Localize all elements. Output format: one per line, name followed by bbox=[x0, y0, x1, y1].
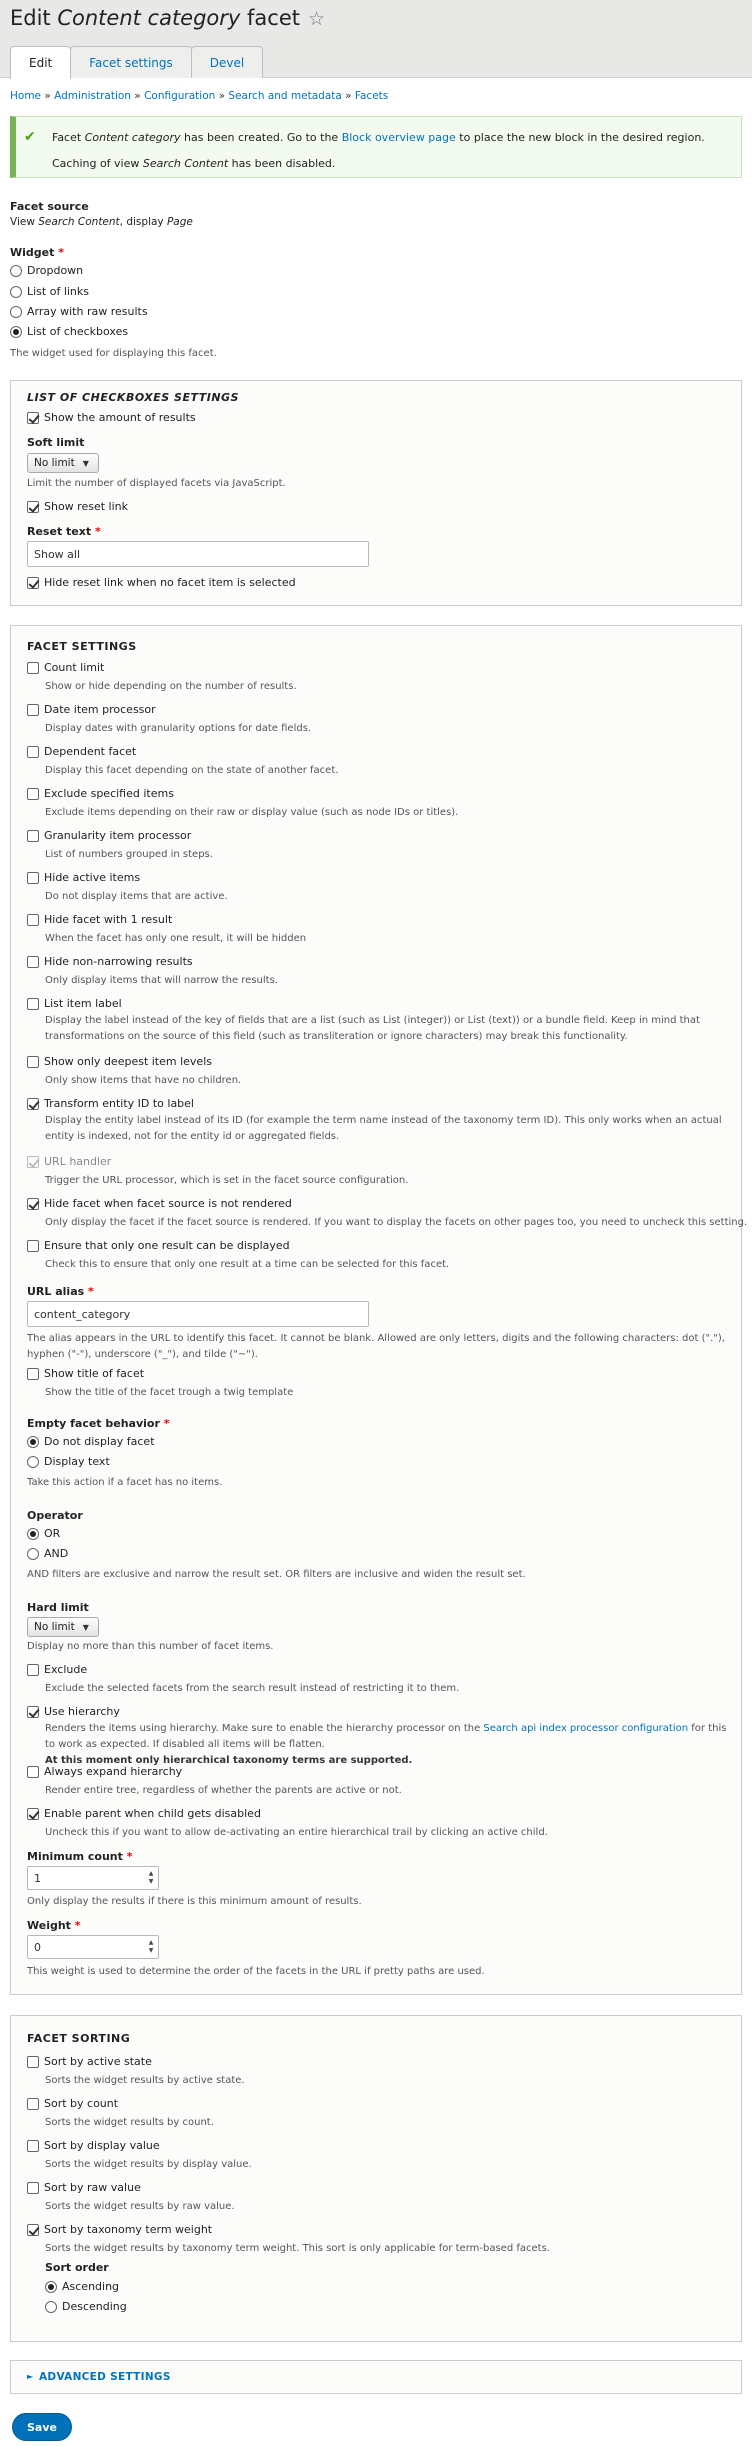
checkbox[interactable] bbox=[27, 1664, 39, 1676]
widget-option-list-of-checkboxes[interactable]: List of checkboxes bbox=[10, 325, 128, 338]
checkbox[interactable] bbox=[27, 914, 39, 926]
url-handler-description: Trigger the URL processor, which is set in the facet source configuration. bbox=[45, 1175, 409, 1186]
checkbox-settings-fieldset bbox=[10, 380, 742, 606]
sort-taxonomy-weight-description: Sorts the widget results by taxonomy term weight. This sort is only applicable for term-based facets. bbox=[45, 2243, 550, 2254]
checkbox-settings-legend: LIST OF CHECKBOXES SETTINGS bbox=[27, 391, 239, 404]
minimum-count-input[interactable]: 1 ▲ ▼ bbox=[27, 1866, 159, 1890]
exclude-specified-checkbox[interactable]: Exclude specified items bbox=[27, 787, 174, 800]
empty-behavior-description: Take this action if a facet has no items. bbox=[27, 1477, 223, 1488]
checkbox[interactable] bbox=[27, 2182, 39, 2194]
list-item-label-checkbox[interactable]: List item label bbox=[27, 997, 122, 1010]
sort-active-state-checkbox[interactable]: Sort by active state bbox=[27, 2055, 152, 2068]
chevron-down-icon: ▼ bbox=[82, 1622, 89, 1632]
checkbox[interactable] bbox=[27, 1240, 39, 1252]
one-result-description: Check this to ensure that only one result at a time can be selected for this facet. bbox=[45, 1259, 450, 1270]
block-overview-link[interactable]: Block overview page bbox=[341, 131, 456, 144]
expand-hierarchy-checkbox[interactable]: Always expand hierarchy bbox=[27, 1765, 182, 1778]
soft-limit-select[interactable]: No limit ▼ bbox=[27, 453, 99, 473]
use-hierarchy-description: Renders the items using hierarchy. Make sure to enable the hierarchy processor on the Search api index processor configuration for this to work as expected. If disabled all items will be flatten. At this moment only hierarchical taxonomy terms are supported. bbox=[45, 1723, 727, 1766]
checkbox[interactable] bbox=[27, 2098, 39, 2110]
exclude-specified-description: Exclude items depending on their raw or display value (such as node IDs or titles). bbox=[45, 807, 459, 818]
url-alias-input[interactable]: content_category bbox=[27, 1301, 369, 1327]
radio[interactable] bbox=[45, 2281, 57, 2293]
hard-limit-label: Hard limit bbox=[27, 1601, 89, 1614]
count-limit-description: Show or hide depending on the number of results. bbox=[45, 681, 297, 692]
sort-taxonomy-weight-checkbox[interactable]: Sort by taxonomy term weight bbox=[27, 2223, 212, 2236]
reset-text-input[interactable]: Show all bbox=[27, 541, 369, 567]
soft-limit-description: Limit the number of displayed facets via JavaScript. bbox=[27, 478, 286, 489]
sort-order-label: Sort order bbox=[45, 2261, 109, 2274]
save-button[interactable]: Save bbox=[12, 2413, 72, 2441]
hard-limit-description: Display no more than this number of facet items. bbox=[27, 1641, 274, 1652]
soft-limit-label: Soft limit bbox=[27, 436, 85, 449]
sort-display-value-description: Sorts the widget results by display value. bbox=[45, 2159, 252, 2170]
list-item-label-description: Display the label instead of the key of fields that are a list (such as List (integer)) or List (text)) or a bundle field. Keep in mind that transformations on the source of this field (such as transliteration or ignore characters) may break this functionality. bbox=[45, 1015, 700, 1042]
checkbox[interactable] bbox=[27, 1056, 39, 1068]
sort-raw-value-description: Sorts the widget results by raw value. bbox=[45, 2201, 235, 2212]
url-alias-label: URL alias * bbox=[27, 1285, 94, 1298]
empty-option-do-not-display[interactable]: Do not display facet bbox=[27, 1435, 155, 1448]
checkbox[interactable] bbox=[27, 1368, 39, 1380]
weight-label: Weight * bbox=[27, 1919, 81, 1932]
hide-non-narrowing-description: Only display items that will narrow the results. bbox=[45, 975, 278, 986]
hide-one-result-checkbox[interactable]: Hide facet with 1 result bbox=[27, 913, 172, 926]
minimum-count-description: Only display the results if there is this minimum amount of results. bbox=[27, 1896, 362, 1907]
deepest-levels-description: Only show items that have no children. bbox=[45, 1075, 242, 1086]
show-amount-checkbox[interactable]: Show the amount of results bbox=[27, 411, 196, 424]
facet-source-label: Facet source bbox=[10, 200, 89, 213]
transform-entity-description: Display the entity label instead of its ID (for example the term name instead of the taxonomy term ID). This only works when an actual entity is indexed, not for the entity id or aggregated fields. bbox=[45, 1115, 722, 1142]
checkbox[interactable] bbox=[27, 662, 39, 674]
facet-settings-fieldset bbox=[10, 625, 748, 1995]
radio[interactable] bbox=[45, 2301, 57, 2313]
radio[interactable] bbox=[10, 326, 22, 338]
show-title-description: Show the title of the facet trough a twig template bbox=[45, 1387, 294, 1398]
checkbox[interactable] bbox=[27, 872, 39, 884]
advanced-settings-details[interactable] bbox=[10, 2360, 742, 2394]
checkbox[interactable] bbox=[27, 830, 39, 842]
breadcrumb: Home » Administration » Configuration » Search and metadata » Facets bbox=[10, 90, 389, 102]
checkbox bbox=[27, 1156, 39, 1168]
hard-limit-select[interactable]: No limit ▼ bbox=[27, 1617, 99, 1637]
operator-description: AND filters are exclusive and narrow the result set. OR filters are inclusive and widen the result set. bbox=[27, 1569, 526, 1580]
checkbox[interactable] bbox=[27, 1098, 39, 1110]
minimum-count-label: Minimum count * bbox=[27, 1850, 133, 1863]
breadcrumb-administration[interactable]: Administration bbox=[54, 90, 131, 102]
breadcrumb-search-metadata[interactable]: Search and metadata bbox=[228, 90, 342, 102]
reset-text-label: Reset text * bbox=[27, 525, 101, 538]
use-hierarchy-checkbox[interactable]: Use hierarchy bbox=[27, 1705, 120, 1718]
message-line-created: Facet Content category has been created. Go to the Block overview page to place the new block in the desired region. bbox=[52, 131, 705, 144]
checkbox[interactable] bbox=[27, 577, 39, 589]
hide-not-rendered-checkbox[interactable]: Hide facet when facet source is not rendered bbox=[27, 1197, 292, 1210]
show-title-checkbox[interactable]: Show title of facet bbox=[27, 1367, 144, 1380]
checkbox[interactable] bbox=[27, 704, 39, 716]
radio[interactable] bbox=[27, 1436, 39, 1448]
checkbox[interactable] bbox=[27, 412, 39, 424]
facet-sorting-legend: FACET SORTING bbox=[27, 2032, 131, 2045]
empty-behavior-label: Empty facet behavior * bbox=[27, 1417, 170, 1430]
hide-active-items-checkbox[interactable]: Hide active items bbox=[27, 871, 140, 884]
checkbox[interactable] bbox=[27, 1198, 39, 1210]
dependent-facet-checkbox[interactable]: Dependent facet bbox=[27, 745, 136, 758]
checkbox[interactable] bbox=[27, 2056, 39, 2068]
spinner-icon[interactable]: ▲ ▼ bbox=[148, 1939, 154, 1954]
date-item-processor-checkbox[interactable]: Date item processor bbox=[27, 703, 156, 716]
facet-settings-legend: FACET SETTINGS bbox=[27, 640, 137, 653]
tab-devel[interactable]: Devel bbox=[191, 46, 263, 78]
message-line-caching: Caching of view Search Content has been disabled. bbox=[52, 157, 336, 170]
operator-option-or[interactable]: OR bbox=[27, 1527, 60, 1540]
primary-tabs bbox=[10, 46, 262, 79]
tab-edit[interactable]: Edit bbox=[10, 46, 71, 79]
radio[interactable] bbox=[10, 286, 22, 298]
checkbox[interactable] bbox=[27, 998, 39, 1010]
index-processor-link[interactable]: Search api index processor configuration bbox=[483, 1723, 689, 1734]
tab-facet-settings[interactable]: Facet settings bbox=[70, 46, 192, 78]
breadcrumb-facets[interactable]: Facets bbox=[354, 90, 389, 102]
radio[interactable] bbox=[27, 1548, 39, 1560]
empty-option-display-text[interactable]: Display text bbox=[27, 1455, 110, 1468]
granularity-processor-checkbox[interactable]: Granularity item processor bbox=[27, 829, 191, 842]
sort-count-checkbox[interactable]: Sort by count bbox=[27, 2097, 118, 2110]
radio[interactable] bbox=[10, 265, 22, 277]
checkbox[interactable] bbox=[27, 2140, 39, 2152]
show-reset-checkbox[interactable]: Show reset link bbox=[27, 500, 128, 513]
checkbox[interactable] bbox=[27, 501, 39, 513]
chevron-down-icon: ▼ bbox=[82, 458, 89, 468]
expand-hierarchy-description: Render entire tree, regardless of whether the parents are active or not. bbox=[45, 1785, 402, 1796]
exclude-description: Exclude the selected facets from the search result instead of restricting it to them. bbox=[45, 1683, 460, 1694]
url-alias-description: The alias appears in the URL to identify this facet. It cannot be blank. Allowed are only letters, digits and the following characters: dot ("."), hyphen ("-"), underscore ("_"), and tilde ("~"). bbox=[27, 1333, 725, 1360]
granularity-processor-description: List of numbers grouped in steps. bbox=[45, 849, 213, 860]
spinner-icon[interactable]: ▲ ▼ bbox=[148, 1870, 154, 1885]
sort-active-state-description: Sorts the widget results by active state. bbox=[45, 2075, 245, 2086]
widget-option-list-of-links[interactable]: List of links bbox=[10, 285, 89, 298]
widget-option-dropdown[interactable]: Dropdown bbox=[10, 264, 83, 277]
sort-display-value-checkbox[interactable]: Sort by display value bbox=[27, 2139, 160, 2152]
star-icon[interactable]: ☆ bbox=[308, 8, 326, 30]
checkbox[interactable] bbox=[27, 788, 39, 800]
checkbox[interactable] bbox=[27, 1766, 39, 1778]
radio[interactable] bbox=[10, 306, 22, 318]
facet-sorting-fieldset bbox=[10, 2015, 742, 2342]
weight-input[interactable]: 0 ▲ ▼ bbox=[27, 1935, 159, 1959]
triangle-right-icon: ► bbox=[27, 2372, 34, 2381]
exclude-checkbox[interactable]: Exclude bbox=[27, 1663, 87, 1676]
sort-raw-value-checkbox[interactable]: Sort by raw value bbox=[27, 2181, 141, 2194]
operator-label: Operator bbox=[27, 1509, 83, 1522]
sort-count-description: Sorts the widget results by count. bbox=[45, 2117, 214, 2128]
radio[interactable] bbox=[27, 1528, 39, 1540]
operator-option-and[interactable]: AND bbox=[27, 1547, 68, 1560]
widget-option-array-raw[interactable]: Array with raw results bbox=[10, 305, 148, 318]
sort-order-ascending[interactable]: Ascending bbox=[45, 2280, 119, 2293]
checkbox[interactable] bbox=[27, 2224, 39, 2236]
breadcrumb-configuration[interactable]: Configuration bbox=[144, 90, 216, 102]
weight-description: This weight is used to determine the order of the facets in the URL if pretty paths are used. bbox=[27, 1966, 485, 1977]
one-result-checkbox[interactable]: Ensure that only one result can be displayed bbox=[27, 1239, 290, 1252]
count-limit-checkbox[interactable]: Count limit bbox=[27, 661, 104, 674]
facet-source-value: View Search Content, display Page bbox=[10, 216, 193, 228]
hide-reset-checkbox[interactable]: Hide reset link when no facet item is selected bbox=[27, 576, 296, 589]
date-item-processor-description: Display dates with granularity options for date fields. bbox=[45, 723, 312, 734]
checkbox[interactable] bbox=[27, 746, 39, 758]
advanced-settings-summary[interactable]: ADVANCED SETTINGS bbox=[39, 2371, 171, 2383]
page-title: Edit Content category facet ☆ bbox=[10, 6, 326, 30]
radio[interactable] bbox=[27, 1456, 39, 1468]
url-handler-checkbox: URL handler bbox=[27, 1155, 111, 1168]
breadcrumb-home[interactable]: Home bbox=[10, 90, 42, 102]
widget-description: The widget used for displaying this facet. bbox=[10, 348, 217, 359]
checkbox[interactable] bbox=[27, 1706, 39, 1718]
checkbox[interactable] bbox=[27, 956, 39, 968]
hide-active-items-description: Do not display items that are active. bbox=[45, 891, 228, 902]
widget-label: Widget * bbox=[10, 246, 64, 259]
status-message bbox=[10, 116, 742, 178]
check-icon: ✔ bbox=[24, 129, 36, 145]
dependent-facet-description: Display this facet depending on the state of another facet. bbox=[45, 765, 339, 776]
deepest-levels-checkbox[interactable]: Show only deepest item levels bbox=[27, 1055, 212, 1068]
sort-order-descending[interactable]: Descending bbox=[45, 2300, 127, 2313]
transform-entity-checkbox[interactable]: Transform entity ID to label bbox=[27, 1097, 194, 1110]
page-header bbox=[0, 0, 752, 78]
hide-non-narrowing-checkbox[interactable]: Hide non-narrowing results bbox=[27, 955, 193, 968]
enable-parent-checkbox[interactable]: Enable parent when child gets disabled bbox=[27, 1807, 261, 1820]
enable-parent-description: Uncheck this if you want to allow de-activating an entire hierarchical trail by clicking an active child. bbox=[45, 1827, 548, 1838]
hide-one-result-description: When the facet has only one result, it will be hidden bbox=[45, 933, 307, 944]
hide-not-rendered-description: Only display the facet if the facet source is rendered. If you want to display the facets on other pages too, you need to uncheck this setting. bbox=[45, 1217, 748, 1228]
checkbox[interactable] bbox=[27, 1808, 39, 1820]
